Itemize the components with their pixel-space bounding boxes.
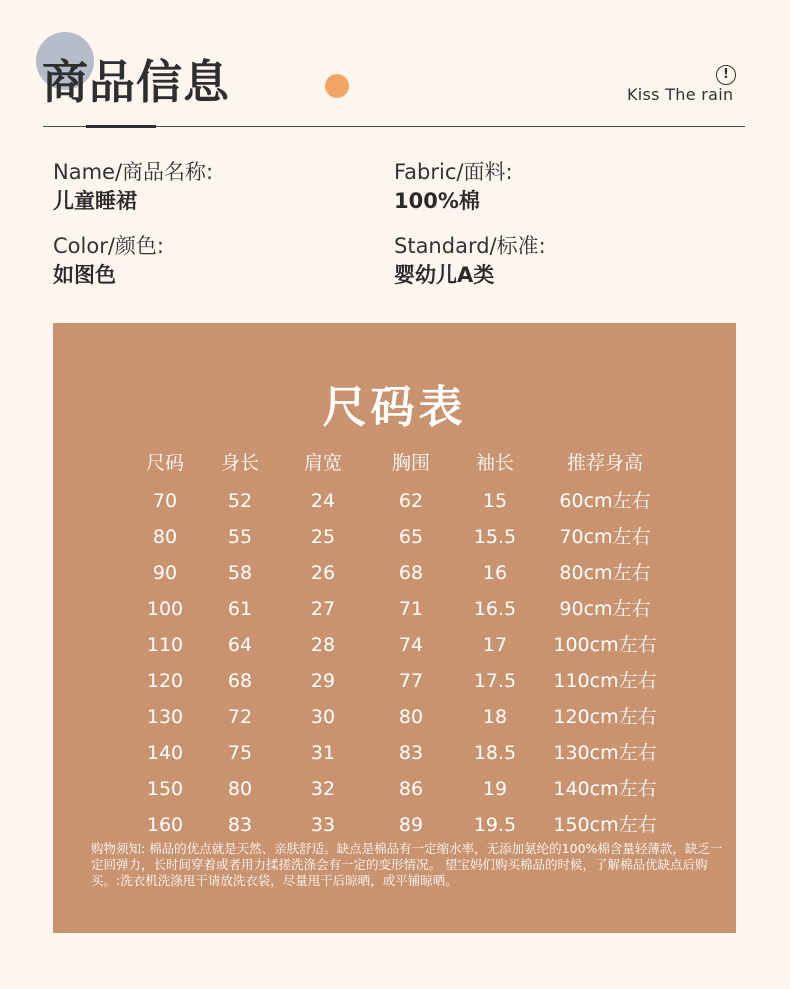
cell-shoulder: 31	[310, 742, 336, 764]
cell-length: 75	[227, 742, 253, 764]
cell-length: 64	[227, 634, 253, 656]
standard-label: Standard/标准:	[394, 234, 546, 258]
cell-height: 80cm左右	[559, 562, 651, 584]
cell-shoulder: 28	[310, 634, 336, 656]
cell-height: 110cm左右	[553, 670, 657, 692]
cell-height: 120cm左右	[553, 706, 657, 728]
standard-value: 婴幼儿A类	[394, 263, 495, 287]
info-name	[53, 158, 213, 216]
cell-length: 83	[227, 814, 253, 836]
decorative-orange-dot	[325, 74, 349, 98]
cell-height: 70cm左右	[559, 526, 651, 548]
info-fabric	[394, 158, 513, 216]
cell-length: 80	[227, 778, 253, 800]
shopping-note: 购物须知: 棉品的优点就是天然、亲肤舒适。缺点是棉品有一定缩水率，无添加氨纶的100%棉含量轻薄款，缺乏一定回弹力，长时间穿着或者用力揉搓洗涤会有一定的变形情况。 望宝妈们购买棉品的时候，了解棉品优缺点后购买。:洗衣机洗涤甩干请放洗衣袋，尽量甩干后晾晒，或平铺晾晒。	[91, 841, 723, 888]
cell-shoulder: 26	[310, 562, 336, 584]
cell-shoulder: 30	[310, 706, 336, 728]
column-header-height: 推荐身高	[566, 452, 643, 474]
cell-size: 150	[146, 778, 184, 800]
table-row	[133, 483, 679, 519]
table-row	[133, 555, 679, 591]
cell-sleeve: 18.5	[473, 742, 517, 764]
cell-height: 60cm左右	[559, 490, 651, 512]
cell-sleeve: 15.5	[473, 526, 517, 548]
cell-size: 120	[146, 670, 184, 692]
cell-length: 72	[227, 706, 253, 728]
info-standard	[394, 232, 546, 290]
table-row	[133, 519, 679, 555]
cell-shoulder: 29	[310, 670, 336, 692]
cell-shoulder: 27	[310, 598, 336, 620]
cell-chest: 80	[398, 706, 424, 728]
cell-height: 90cm左右	[559, 598, 651, 620]
column-header-sleeve: 袖长	[475, 452, 514, 474]
cell-sleeve: 15	[482, 490, 508, 512]
info-color	[53, 232, 164, 290]
cell-sleeve: 19	[482, 778, 508, 800]
cell-length: 55	[227, 526, 253, 548]
table-row	[133, 591, 679, 627]
brand-text: Kiss The rain	[627, 85, 734, 104]
table-row	[133, 771, 679, 807]
page-title: 商品信息	[42, 55, 230, 109]
header	[0, 0, 790, 130]
cell-sleeve: 16	[482, 562, 508, 584]
cell-sleeve: 17	[482, 634, 508, 656]
table-row	[133, 699, 679, 735]
cell-chest: 68	[398, 562, 424, 584]
cell-length: 61	[227, 598, 253, 620]
cell-size: 80	[152, 526, 178, 548]
cell-size: 100	[146, 598, 184, 620]
cell-height: 130cm左右	[553, 742, 657, 764]
cell-length: 52	[227, 490, 253, 512]
color-value: 如图色	[53, 263, 116, 287]
cell-size: 70	[152, 490, 178, 512]
cell-length: 58	[227, 562, 253, 584]
cell-chest: 89	[398, 814, 424, 836]
table-row	[133, 735, 679, 771]
name-label: Name/商品名称:	[53, 160, 214, 184]
cell-height: 150cm左右	[553, 814, 657, 836]
cell-sleeve: 16.5	[473, 598, 517, 620]
color-label: Color/颜色:	[53, 234, 164, 258]
size-table	[133, 443, 679, 843]
table-header-row	[133, 443, 679, 483]
cell-height: 140cm左右	[553, 778, 657, 800]
cell-chest: 74	[398, 634, 424, 656]
table-row	[133, 627, 679, 663]
cell-shoulder: 32	[310, 778, 336, 800]
cell-length: 68	[227, 670, 253, 692]
size-chart-title: 尺码表	[322, 382, 467, 433]
cell-shoulder: 33	[310, 814, 336, 836]
cell-chest: 77	[398, 670, 424, 692]
cell-shoulder: 25	[310, 526, 336, 548]
size-chart-panel	[53, 323, 736, 933]
cell-shoulder: 24	[310, 490, 336, 512]
info-icon: !	[716, 65, 736, 85]
size-table-body	[133, 483, 679, 843]
cell-size: 130	[146, 706, 184, 728]
column-header-shoulder: 肩宽	[303, 452, 342, 474]
cell-chest: 71	[398, 598, 424, 620]
table-row	[133, 663, 679, 699]
fabric-label: Fabric/面料:	[394, 160, 513, 184]
column-header-size: 尺码	[145, 452, 184, 474]
cell-sleeve: 17.5	[473, 670, 517, 692]
cell-size: 90	[152, 562, 178, 584]
fabric-value: 100%棉	[394, 189, 480, 213]
cell-size: 160	[146, 814, 184, 836]
cell-size: 140	[146, 742, 184, 764]
cell-chest: 65	[398, 526, 424, 548]
cell-height: 100cm左右	[553, 634, 657, 656]
column-header-chest: 胸围	[391, 452, 430, 474]
cell-sleeve: 18	[482, 706, 508, 728]
cell-chest: 62	[398, 490, 424, 512]
divider-accent	[86, 125, 156, 128]
table-row	[133, 807, 679, 843]
column-header-length: 身长	[220, 452, 259, 474]
cell-chest: 83	[398, 742, 424, 764]
cell-chest: 86	[398, 778, 424, 800]
name-value: 儿童睡裙	[53, 189, 137, 213]
cell-size: 110	[146, 634, 184, 656]
cell-sleeve: 19.5	[473, 814, 517, 836]
